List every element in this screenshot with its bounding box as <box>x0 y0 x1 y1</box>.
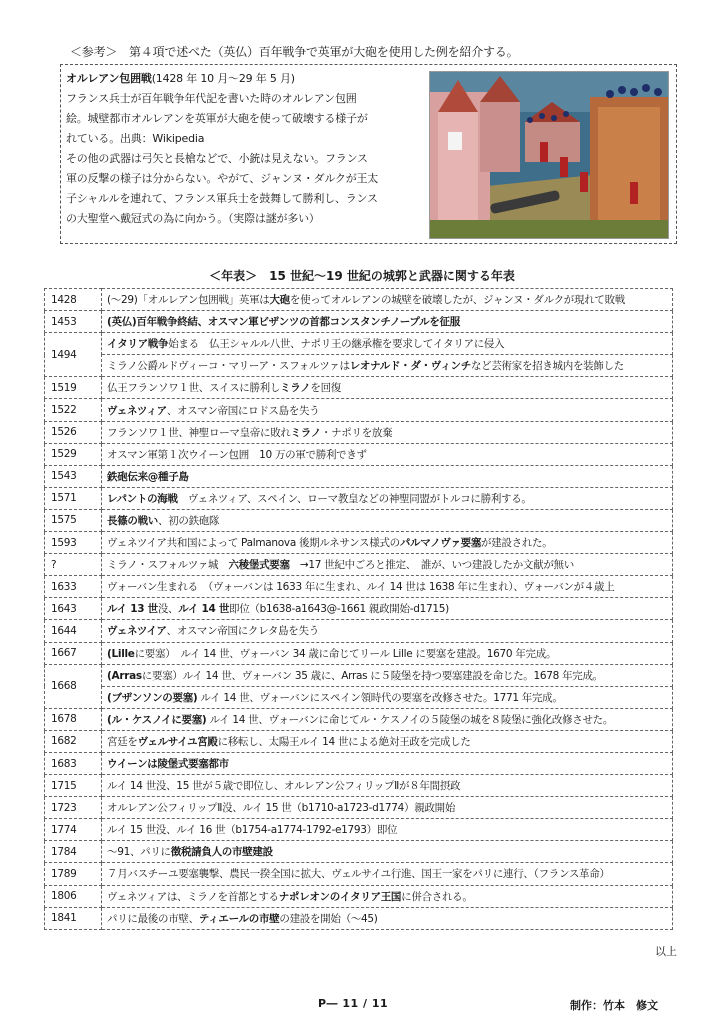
event-text: ルイ 14 世、ヴォーバンにスペイン領時代の要塞を改修させた。1771 年完成。 <box>197 691 563 704</box>
timeline-event <box>102 752 673 774</box>
reference-title: オルレアン包囲戦 <box>66 72 152 85</box>
timeline-event <box>102 708 673 730</box>
event-text-bold: イタリア戦争 <box>107 338 169 351</box>
timeline-event <box>102 377 673 399</box>
timeline-event <box>102 576 673 598</box>
event-text-bold: (Arras <box>107 669 142 682</box>
event-text-bold: レオナルド・ダ・ヴィンチ <box>349 360 471 373</box>
timeline-event <box>102 509 673 531</box>
event-text: ヴェネツィアは、ミラノを首都とする <box>107 890 279 903</box>
timeline-year: 1678 <box>45 708 102 730</box>
timeline-year: 1683 <box>45 752 102 774</box>
timeline-year: 1723 <box>45 797 102 819</box>
timeline-event <box>102 465 673 487</box>
page-number: P― 11 / 11 <box>318 997 389 1010</box>
timeline-row <box>45 598 673 620</box>
event-text: パリに最後の市壁、 <box>107 912 199 925</box>
event-text: ヴェネツィア、スペイン、ローマ教皇などの神聖同盟がトルコに勝利する。 <box>177 492 532 505</box>
timeline-year: 1522 <box>45 399 102 421</box>
event-text: 、初の鉄砲隊 <box>158 514 220 527</box>
timeline-year: 1571 <box>45 487 102 509</box>
event-text: ルイ 14 世、ヴォーバンに命じてル・ケスノイの５陵堡の城を８陵堡に強化改修させた。 <box>206 713 614 726</box>
author-credit: 制作：竹本 修文 <box>570 999 658 1012</box>
timeline-row <box>45 841 673 863</box>
timeline-row <box>45 752 673 774</box>
event-text: ルイ 14 世没、15 世が５歳で即位し、オルレアン公フィリップⅡが８年間摂政 <box>107 780 461 793</box>
event-text-bold: ミラノ <box>280 382 311 395</box>
timeline-event <box>102 487 673 509</box>
timeline-year: 1494 <box>45 333 102 377</box>
timeline-year: 1529 <box>45 443 102 465</box>
event-text: ヴォーバン生まれる （ヴォーバンは 1633 年に生まれ、ルイ 14 世は 1638 年に生まれ）、ヴォーバンが４歳上 <box>107 581 615 594</box>
timeline-year: 1682 <box>45 730 102 752</box>
event-text-bold: ミラノ <box>290 426 321 439</box>
event-text: 没、 <box>157 603 179 616</box>
timeline-year: 1806 <box>45 885 102 907</box>
timeline-event <box>102 775 673 797</box>
event-text: ルイ 15 世没、ルイ 16 世（b1754-a1774-1792-e1793）即位 <box>107 824 398 837</box>
event-text-bold: ナポレオンのイタリア王国 <box>278 890 402 903</box>
timeline-year: 1784 <box>45 841 102 863</box>
timeline-table <box>44 288 673 930</box>
timeline-row <box>45 730 673 752</box>
event-text-bold: 徴税請負人の市壁建設 <box>170 846 273 859</box>
timeline-year: 1593 <box>45 532 102 554</box>
event-text: 仏王フランソワ１世、スイスに勝利し <box>107 382 281 395</box>
siege-of-orleans-painting <box>429 71 669 239</box>
timeline-event <box>102 885 673 907</box>
event-text: を回復 <box>310 382 341 395</box>
event-text: に要塞）ルイ 14 世、ヴォーバン 35 歳に、Arras に５陵堡を持つ要塞建設を命じた。1678 年完成。 <box>141 669 603 682</box>
timeline-title: ＜年表＞ 15 世紀～19 世紀の城郭と武器に関する年表 <box>209 269 515 283</box>
timeline-row <box>45 620 673 642</box>
timeline-year: 1643 <box>45 598 102 620</box>
timeline-event <box>102 289 673 311</box>
event-text-bold: ヴェネツィア <box>107 404 167 417</box>
timeline-event <box>102 399 673 421</box>
reference-line: フランス兵士が百年戦争年代記を書いた時のオルレアン包囲 <box>66 92 357 105</box>
timeline-row <box>45 708 673 730</box>
timeline-row <box>45 664 673 686</box>
event-text: に要塞） ルイ 14 世、ヴォーバン 34 歳に命じてリール Lille に要塞を建設。1670 年完成。 <box>134 647 557 660</box>
event-text-bold: 六稜堡式要塞 <box>228 559 290 572</box>
event-text: ～91、パリに <box>107 846 171 859</box>
timeline-year: 1789 <box>45 863 102 885</box>
end-note: 以上 <box>655 945 677 958</box>
event-text: に併合される。 <box>401 890 473 903</box>
timeline-row <box>45 907 673 929</box>
timeline-row <box>45 576 673 598</box>
event-text-bold: レパントの海戦 <box>107 492 178 505</box>
timeline-event <box>102 311 673 333</box>
reference-line: その他の武器は弓矢と長槍などで、小銃は見えない。フランス <box>66 152 368 165</box>
timeline-row <box>45 642 673 664</box>
timeline-year: 1644 <box>45 620 102 642</box>
timeline-row <box>45 333 673 355</box>
timeline-year: 1575 <box>45 509 102 531</box>
timeline-row <box>45 532 673 554</box>
event-text-bold: パルマノヴァ要塞 <box>399 537 482 550</box>
event-text: フランソワ１世、神聖ローマ皇帝に敗れ <box>107 426 291 439</box>
timeline-year: 1428 <box>45 289 102 311</box>
timeline-event <box>102 797 673 819</box>
timeline-year: 1667 <box>45 642 102 664</box>
reference-line: の大聖堂へ戴冠式の為に向かう。（実際は謎が多い） <box>66 212 320 225</box>
timeline-row <box>45 819 673 841</box>
timeline-year: ? <box>45 554 102 576</box>
reference-line: 絵。城壁都市オルレアンを英軍が大砲を使って破壊する様子が <box>66 112 368 125</box>
event-text: オスマン軍第１次ウイーン包囲 10 万の軍で勝利できず <box>107 448 367 461</box>
timeline-row <box>45 487 673 509</box>
event-text-bold: (ブザンソンの要塞) <box>107 691 198 704</box>
timeline-year: 1841 <box>45 907 102 929</box>
event-text-bold: 鉄砲伝来@種子島 <box>107 470 189 483</box>
event-text: →17 世紀中ごろと推定、 誰が、いつ建設したか文献が無い <box>289 559 574 572</box>
timeline-event <box>102 620 673 642</box>
event-text: 宮廷を <box>107 735 138 748</box>
event-text: が建設された。 <box>481 537 553 550</box>
timeline-row <box>45 863 673 885</box>
event-text: 、オスマン帝国にロドス島を失う <box>166 404 320 417</box>
event-text-bold: ヴェルサイユ宮殿 <box>137 735 218 748</box>
timeline-event <box>102 443 673 465</box>
timeline-row <box>45 377 673 399</box>
event-text: 始まる 仏王シャルル八世、ナポリ王の継承権を要求してイタリアに侵入 <box>168 338 505 351</box>
timeline-event <box>102 686 673 708</box>
timeline-row <box>45 885 673 907</box>
event-text-bold: ウイーンは陵堡式要塞都市 <box>107 758 229 771</box>
event-text-bold: 大砲 <box>269 294 290 307</box>
event-text-bold: ヴェネツイア <box>107 625 167 638</box>
event-text: ミラノ・スフォルツァ城 <box>107 559 229 572</box>
timeline-row <box>45 443 673 465</box>
timeline-event <box>102 532 673 554</box>
timeline-row <box>45 399 673 421</box>
timeline-event <box>102 907 673 929</box>
reference-box <box>60 64 677 244</box>
timeline-event <box>102 730 673 752</box>
event-text: (～29)「オルレアン包囲戦」英軍は <box>107 294 270 307</box>
event-text-bold: (Lille <box>107 647 135 660</box>
event-text-bold: (ル・ケスノイに要塞) <box>107 713 207 726</box>
timeline-year: 1519 <box>45 377 102 399</box>
event-text-bold: (英仏)百年戦争終結、オスマン軍ビザンツの首都コンスタンチノープルを征服 <box>107 316 460 329</box>
event-text: に移転し、太陽王ルイ 14 世による絶対王政を完成した <box>217 735 471 748</box>
timeline-event <box>102 664 673 686</box>
timeline-row <box>45 686 673 708</box>
timeline-event <box>102 333 673 355</box>
timeline-event <box>102 554 673 576</box>
event-text: など芸術家を招き城内を装飾した <box>470 360 624 373</box>
timeline-row <box>45 465 673 487</box>
timeline-event <box>102 841 673 863</box>
timeline-row <box>45 421 673 443</box>
event-text: の建設を開始（～45) <box>279 912 378 925</box>
timeline-row <box>45 311 673 333</box>
timeline-row <box>45 797 673 819</box>
reference-heading: ＜参考＞ 第４項で述べた（英仏）百年戦争で英軍が大砲を使用した例を紹介する。 <box>70 45 519 59</box>
event-text-bold: 長篠の戦い <box>107 514 158 527</box>
event-text-bold: ルイ 13 世 <box>107 603 158 616</box>
event-text-bold: ティエールの市壁 <box>198 912 280 925</box>
event-text: ・ナポリを放棄 <box>320 426 393 439</box>
timeline-year: 1715 <box>45 775 102 797</box>
timeline-year: 1453 <box>45 311 102 333</box>
timeline-event <box>102 598 673 620</box>
event-text: 、オスマン帝国にクレタ島を失う <box>166 625 319 638</box>
timeline-row <box>45 355 673 377</box>
event-text: ヴェネツイア共和国によって Palmanova 後期ルネサンス様式の <box>107 537 400 550</box>
timeline-event <box>102 421 673 443</box>
reference-text <box>66 69 402 229</box>
event-text: ７月バスチーユ要塞襲撃、農民一揆全国に拡大、ヴェルサイユ行進、国王一家をパリに連行、（フランス革命） <box>107 868 610 881</box>
event-text: 即位（b1638-a1643@-1661 親政開始-d1715) <box>229 603 449 616</box>
event-text: オルレアン公フィリップⅡ没、ルイ 15 世（b1710-a1723-d1774）親政開始 <box>107 802 456 815</box>
timeline-event <box>102 819 673 841</box>
event-text-bold: ルイ 14 世 <box>178 603 230 616</box>
timeline-row <box>45 775 673 797</box>
reference-line: 子シャルルを連れて、フランス軍兵士を鼓舞して勝利し、ランス <box>66 192 378 205</box>
event-text: ミラノ公爵ルドヴィーコ・マリーア・スフォルツァは <box>107 360 350 373</box>
reference-line: 軍の反撃の様子は分からない。やがて、ジャンヌ・ダルクが王太 <box>66 172 379 185</box>
reference-title-date: (1428 年 10 月～29 年 5 月) <box>151 72 295 85</box>
timeline-row <box>45 554 673 576</box>
timeline-event <box>102 355 673 377</box>
timeline-row <box>45 509 673 531</box>
timeline-year: 1668 <box>45 664 102 708</box>
timeline-year: 1633 <box>45 576 102 598</box>
timeline-year: 1543 <box>45 465 102 487</box>
timeline-event <box>102 863 673 885</box>
timeline-event <box>102 642 673 664</box>
timeline-year: 1774 <box>45 819 102 841</box>
event-text: を使ってオルレアンの城壁を破壊したが、ジャンヌ・ダルクが現れて敗戦 <box>289 294 625 307</box>
timeline-year: 1526 <box>45 421 102 443</box>
timeline-row <box>45 289 673 311</box>
reference-line: れている。出典：Wikipedia <box>66 132 205 145</box>
